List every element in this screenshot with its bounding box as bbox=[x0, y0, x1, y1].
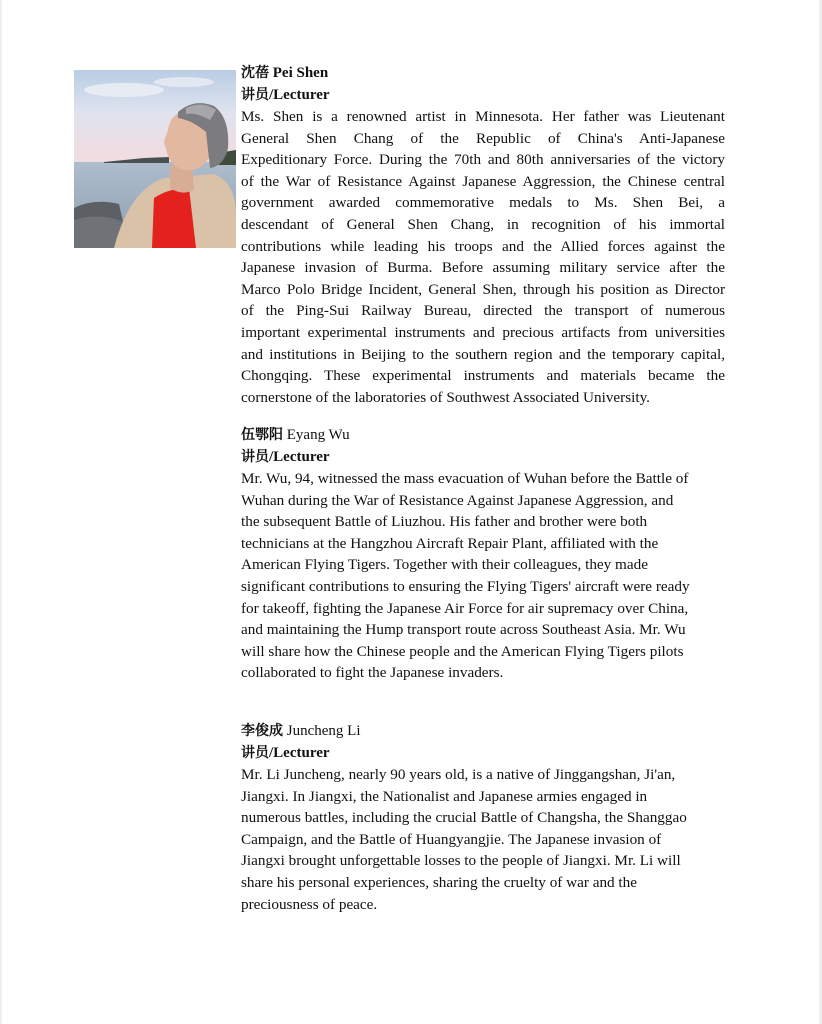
speaker-name-cn: 伍鄂阳 bbox=[241, 427, 283, 443]
bio-line: will share how the Chinese people and the American Flying Tigers pilots bbox=[241, 642, 684, 660]
bio-line: Marco Polo Bridge Incident, General Shen, through his position as Director bbox=[241, 280, 725, 298]
speaker-bio bbox=[241, 468, 725, 684]
speaker-name bbox=[241, 424, 725, 446]
speaker-role bbox=[241, 84, 725, 106]
speaker-photo-pei-shen bbox=[74, 70, 236, 248]
bio-line: technicians at the Hangzhou Aircraft Repair Plant, affiliated with the bbox=[241, 534, 659, 552]
bio-line: Jiangxi. In Jiangxi, the Nationalist and Japanese armies engaged in bbox=[241, 787, 648, 805]
page-left-edge bbox=[0, 0, 2, 1024]
bio-line: Japanese invasion of Burma. Before assuming military service after the bbox=[241, 259, 725, 277]
speaker-role-cn: 讲员 bbox=[241, 449, 269, 465]
speaker-bio bbox=[241, 764, 725, 915]
speaker-role-en: /Lecturer bbox=[269, 449, 330, 465]
speaker-name-en: Eyang Wu bbox=[286, 427, 350, 443]
bio-line: preciousness of peace. bbox=[241, 895, 378, 913]
speaker-name-en: Pei Shen bbox=[272, 65, 329, 81]
speaker-name bbox=[241, 720, 725, 742]
bio-line: Campaign, and the Battle of Huangyangjie. The Japanese invasion of bbox=[241, 830, 662, 848]
speaker-bio bbox=[241, 106, 725, 408]
bio-line: General Shen Chang of the Republic of China's Anti-Japanese bbox=[241, 129, 725, 147]
bio-line: and maintaining the Hump transport route across Southeast Asia. Mr. Wu bbox=[241, 621, 686, 639]
bio-line: the subsequent Battle of Liuzhou. His father and brother were both bbox=[241, 513, 648, 531]
bio-line: Expeditionary Force. During the 70th and 80th anniversaries of the victory bbox=[241, 151, 725, 169]
bio-line: and institutions in Beijing to the southern region and the temporary capital, bbox=[241, 345, 725, 363]
speaker-pei-shen bbox=[241, 62, 725, 408]
bio-line: important experimental instruments and precious artifacts from universities bbox=[241, 323, 725, 341]
speaker-role bbox=[241, 742, 725, 764]
bio-line: cornerstone of the laboratories of Southwest Associated University. bbox=[241, 388, 650, 406]
speaker-name-cn: 李俊成 bbox=[241, 723, 283, 739]
speaker-role-cn: 讲员 bbox=[241, 87, 269, 103]
bio-line: of the Ping-Sui Railway Bureau, directed the transport of numerous bbox=[241, 302, 725, 320]
speaker-name-cn: 沈蓓 bbox=[241, 65, 269, 81]
bio-line: contributions while leading his troops and the Allied forces against the bbox=[241, 237, 725, 255]
bio-line: significant contributions to ensuring the Flying Tigers' aircraft were ready bbox=[241, 577, 690, 595]
bio-line: collaborated to fight the Japanese invaders. bbox=[241, 664, 504, 682]
bio-line: Ms. Shen is a renowned artist in Minnesota. Her father was Lieutenant bbox=[241, 108, 725, 125]
bio-line: descendant of General Shen Chang, in recognition of his immortal bbox=[241, 215, 725, 233]
bio-line: American Flying Tigers. Together with their colleagues, they made bbox=[241, 556, 648, 574]
bio-line: Jiangxi brought unforgettable losses to the people of Jiangxi. Mr. Li will bbox=[241, 852, 681, 870]
bio-line: of the War of Resistance Against Japanese Aggression, the Chinese central bbox=[241, 172, 725, 190]
bio-line: government awarded commemorative medals to Ms. Shen Bei, a bbox=[241, 194, 725, 212]
speaker-eyang-wu bbox=[241, 424, 725, 684]
speaker-role-cn: 讲员 bbox=[241, 745, 269, 761]
bio-line: numerous battles, including the crucial Battle of Changsha, the Shanggao bbox=[241, 809, 687, 827]
bio-line: Wuhan during the War of Resistance Against Japanese Aggression, and bbox=[241, 491, 674, 509]
speaker-name bbox=[241, 62, 725, 84]
bio-line: Mr. Li Juncheng, nearly 90 years old, is a native of Jinggangshan, Ji'an, bbox=[241, 766, 676, 783]
bio-line: share his personal experiences, sharing the cruelty of war and the bbox=[241, 873, 637, 891]
bio-line: Chongqing. These experimental instruments and materials became the bbox=[241, 367, 725, 385]
bio-line: Mr. Wu, 94, witnessed the mass evacuation of Wuhan before the Battle of bbox=[241, 470, 689, 487]
speaker-juncheng-li bbox=[241, 720, 725, 915]
portrait-image bbox=[74, 70, 236, 248]
speaker-name-en: Juncheng Li bbox=[286, 723, 361, 739]
speaker-role-en: /Lecturer bbox=[269, 87, 330, 103]
bio-line: for takeoff, fighting the Japanese Air Force for air supremacy over China, bbox=[241, 599, 689, 617]
speaker-role-en: /Lecturer bbox=[269, 745, 330, 761]
speaker-role bbox=[241, 446, 725, 468]
